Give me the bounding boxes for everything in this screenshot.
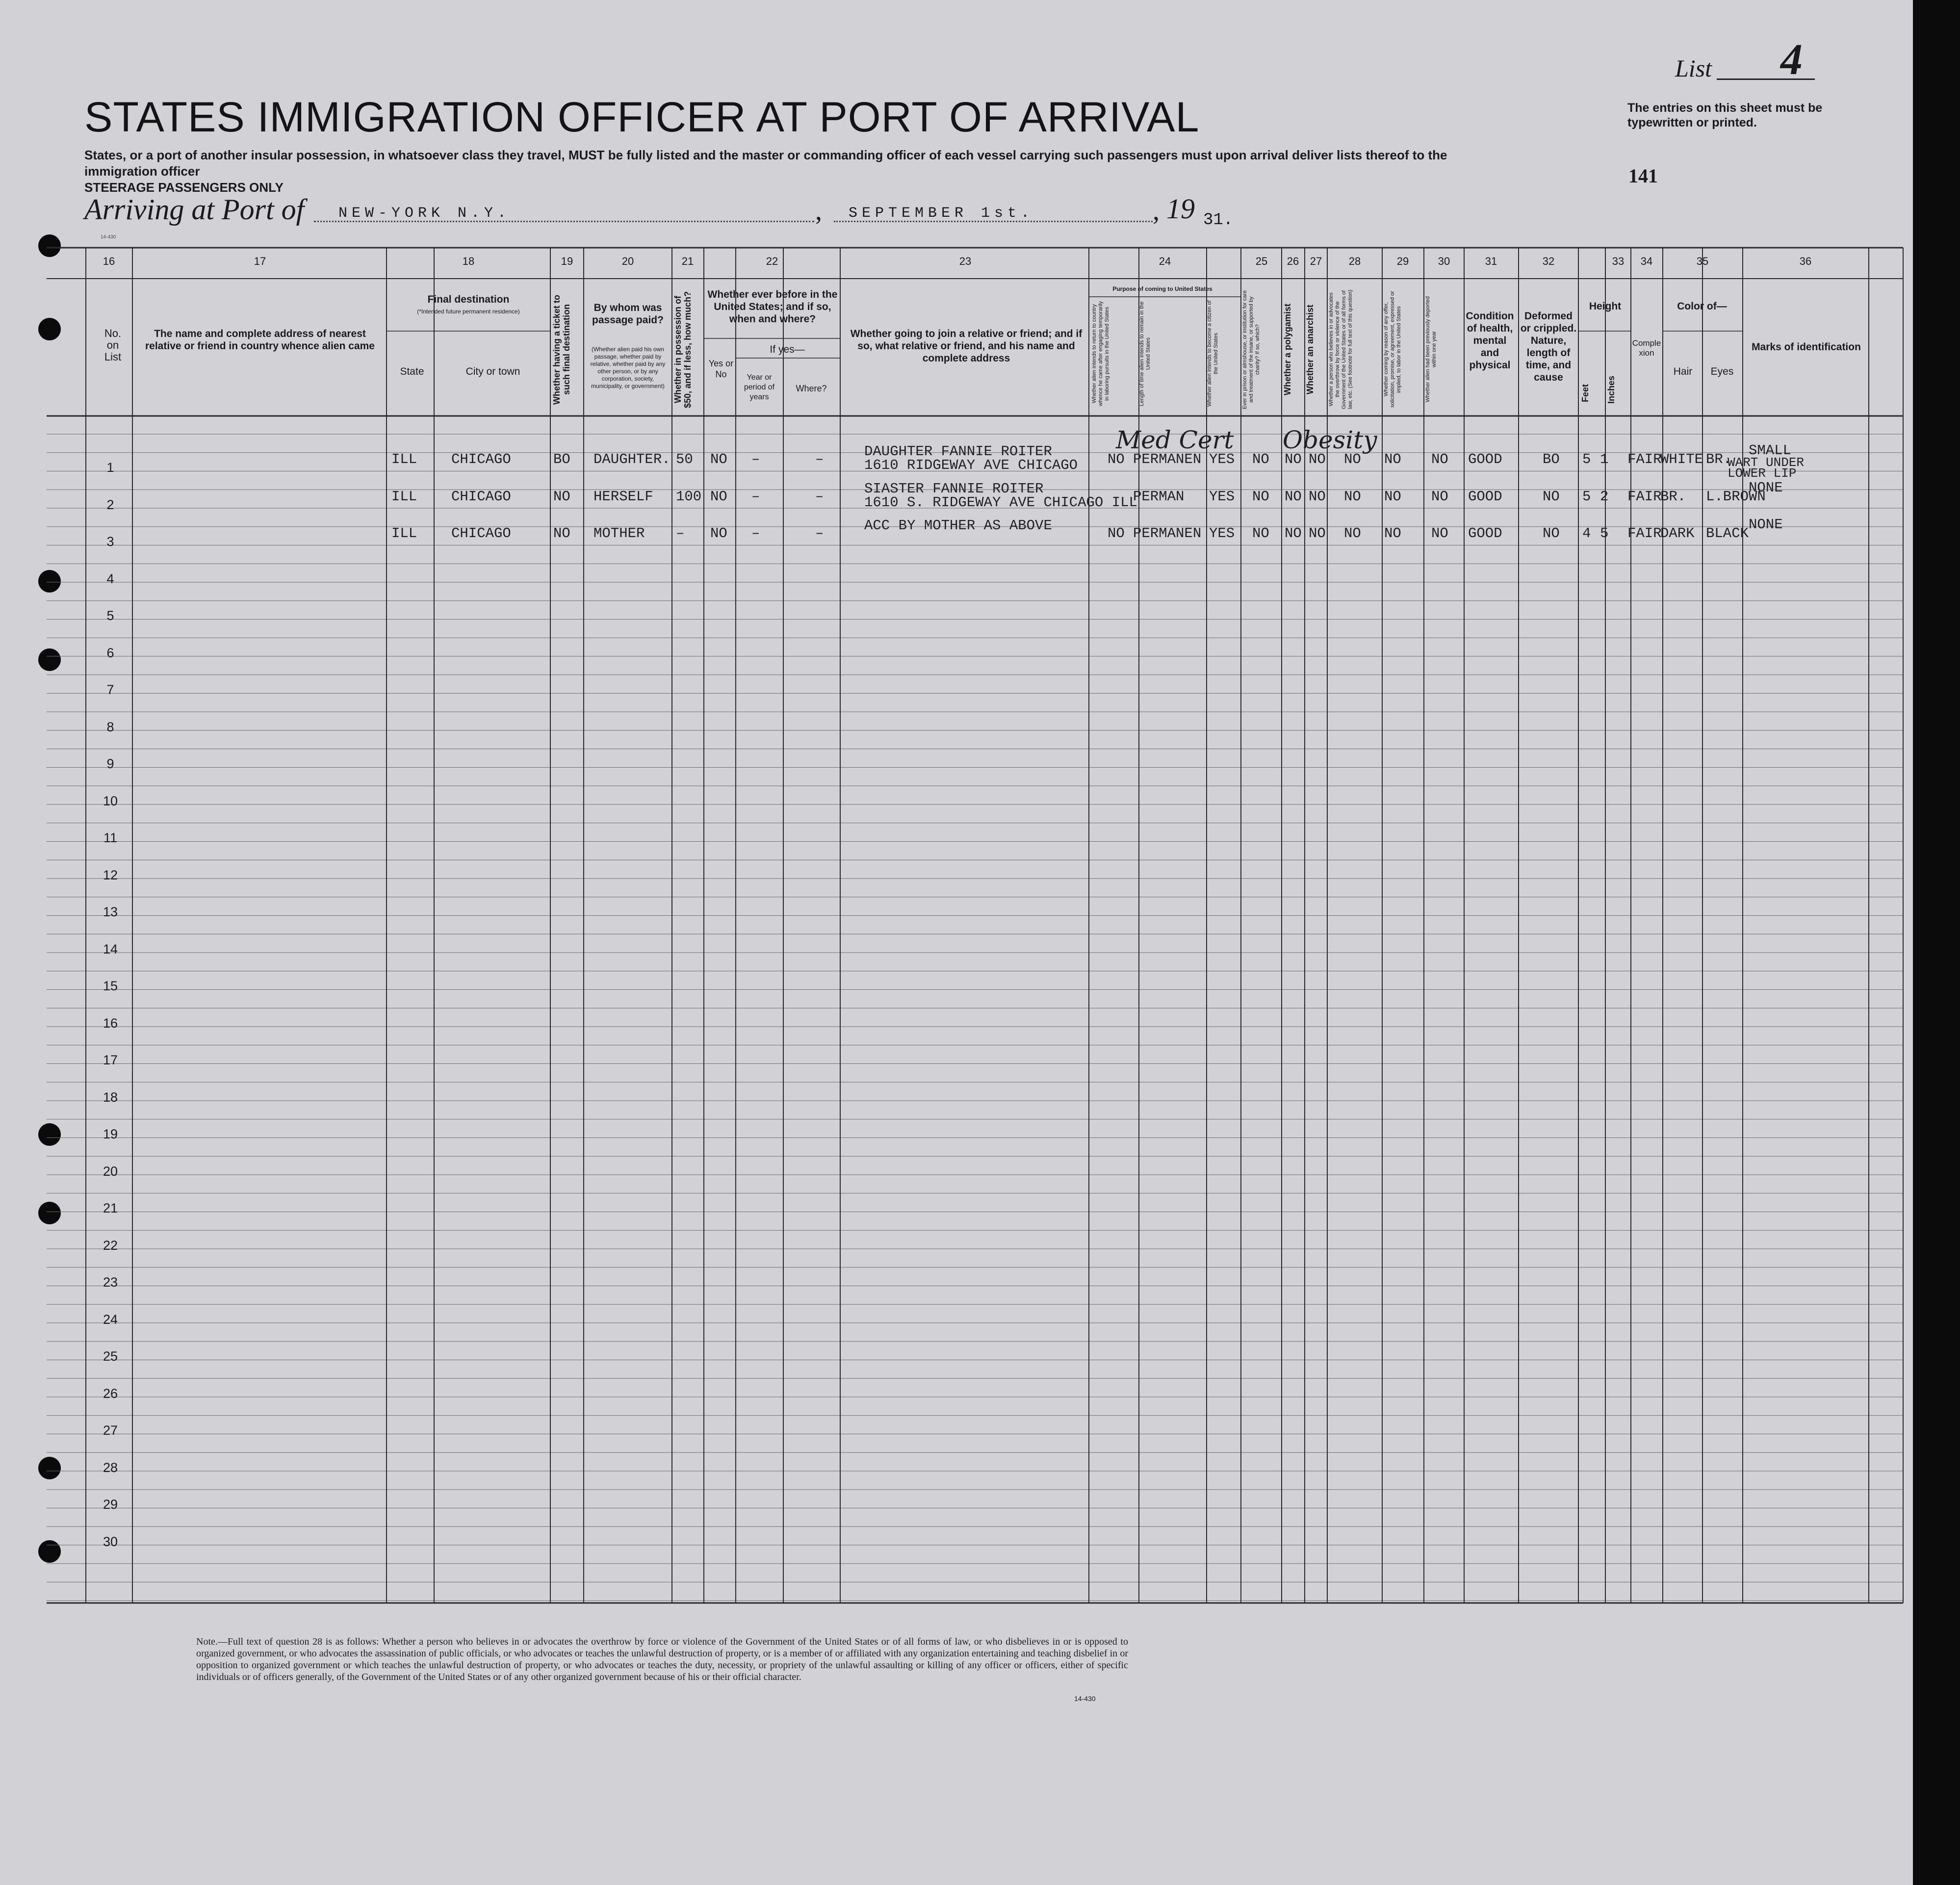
cell-deformed: NO	[1543, 488, 1560, 505]
annotation-obesity: Obesity	[1283, 426, 1377, 454]
row-number: 9	[106, 756, 114, 771]
cell-join-1: SIASTER FANNIE ROITER	[864, 480, 1044, 497]
column-number: 16	[103, 255, 115, 267]
cell-citizen: YES	[1209, 451, 1235, 467]
column-number: 32	[1542, 255, 1555, 267]
row-number: 11	[103, 830, 118, 845]
cell-c28: NO	[1344, 451, 1361, 467]
cell-c26: NO	[1285, 525, 1302, 542]
column-number: 19	[561, 255, 573, 267]
row-number: 5	[106, 608, 114, 623]
cell-health: GOOD	[1468, 488, 1502, 505]
header-col30: Whether alien had been previously deported within one year	[1425, 296, 1437, 403]
steerage-text: STEERAGE PASSENGERS ONLY	[84, 180, 284, 195]
cell-c29: NO	[1384, 451, 1401, 467]
form-tag: 14-430	[101, 234, 116, 240]
cell-yes-no: NO	[710, 488, 727, 505]
cell-hair: DARK	[1660, 525, 1695, 542]
cell-ticket: BO	[553, 451, 570, 467]
cell-return: NO	[1108, 525, 1125, 542]
header-hair: Hair	[1673, 366, 1693, 377]
row-number: 30	[103, 1534, 118, 1549]
date-value: SEPTEMBER 1st.	[849, 205, 1034, 222]
footnote: Note.—Full text of question 28 is as follows: Whether a person who believes in or advocates the overthrow by force or violence of the Government of the United States or of all forms of law, or who disbelieves in or is opposed to organized government, or who advocates the assassination of public officials, or who advocates or teaches the unlawful destruction of property, or is a member of or affiliated with any organization entertaining and teaching disbelief in or opposition to organized government or which teaches the unlawful destruction of property, or who advocates or teaches the duty, necessity, or propriety of the unlawful assaulting or killing of any officer or officers, either of specific individuals or of officers generally, of the Government of the United States or of any other organized government because of his or their official character.	[196, 1636, 1128, 1682]
header-by-whom-paid: By whom was passage paid?	[592, 302, 664, 326]
row-number: 29	[103, 1497, 118, 1512]
header-by-whom-paid-note: (Whether alien paid his own passage, whether paid by relative, whether paid by any other person, or by any corporation, society, municipality, or government)	[590, 346, 666, 389]
cell-c30: NO	[1431, 488, 1448, 505]
cell-city: CHICAGO	[451, 451, 511, 467]
cell-money: 100	[676, 488, 702, 505]
row-number: 27	[103, 1423, 118, 1438]
cell-paid: DAUGHTER.	[593, 451, 671, 467]
cell-ticket: NO	[553, 488, 570, 505]
row-number: 3	[106, 534, 114, 549]
cell-eyes: BLACK	[1706, 525, 1749, 542]
row-number: 10	[103, 793, 118, 808]
header-feet: Feet	[1580, 384, 1590, 402]
header-condition: Condition of health, mental and physical	[1466, 310, 1514, 371]
header-final-destination-note: (*Intended future permanent residence)	[417, 308, 520, 315]
column-number: 18	[462, 255, 475, 267]
cell-length: PERMANEN	[1133, 451, 1202, 467]
row-number: 16	[103, 1015, 118, 1031]
header-year-period: Year or period of years	[744, 373, 775, 401]
cell-length: PERMANEN	[1133, 525, 1202, 542]
column-number: 35	[1696, 255, 1709, 267]
cell-feet: 5	[1582, 451, 1591, 467]
column-number: 25	[1255, 255, 1268, 267]
row-number: 13	[103, 904, 118, 919]
cell-c27: NO	[1309, 525, 1326, 542]
cell-state: ILL	[391, 451, 417, 467]
cell-paid: HERSELF	[593, 488, 653, 505]
cell-hair: BR.	[1660, 488, 1686, 505]
column-number: 34	[1640, 255, 1653, 267]
cell-c25: NO	[1252, 525, 1269, 542]
cell-city: CHICAGO	[451, 525, 511, 542]
cell-year: –	[751, 488, 760, 505]
cell-inches: 1	[1600, 451, 1609, 467]
row-number: 6	[106, 645, 114, 660]
column-number: 24	[1159, 255, 1171, 267]
cell-c28: NO	[1344, 488, 1361, 505]
header-inches: Inches	[1606, 375, 1616, 404]
port-value: NEW-YORK N.Y.	[338, 205, 511, 222]
cell-c27: NO	[1309, 451, 1326, 467]
header-deformed: Deformed or crippled. Nature, length of time, and cause	[1520, 310, 1577, 383]
cell-money: 50	[676, 451, 693, 467]
comma: ,	[815, 196, 822, 226]
column-number: 31	[1485, 255, 1497, 267]
header-yes-no: Yes or No	[708, 359, 734, 379]
header-purpose-citizen: Whether alien intends to become a citizen of the United States	[1207, 300, 1219, 407]
cell-c28: NO	[1344, 525, 1361, 542]
header-height: Height	[1589, 301, 1622, 312]
column-number: 36	[1799, 255, 1812, 267]
header-anarchist: Whether an anarchist	[1305, 304, 1315, 395]
cell-eyes: BR.	[1706, 451, 1732, 467]
column-number: 30	[1438, 255, 1450, 267]
header-color-of: Color of—	[1677, 301, 1727, 312]
cell-c25: NO	[1252, 488, 1269, 505]
cell-marks-2: WART UNDER	[1728, 455, 1805, 470]
cell-money: –	[676, 525, 685, 542]
header-col25: Ever in prison or almshouse, or institution for care and treatment of the insane, or supported by charity? If so, which?	[1242, 290, 1261, 409]
cell-where: –	[815, 451, 824, 467]
row-number: 2	[106, 497, 114, 512]
entries-note: The entries on this sheet must be typewritten or printed.	[1627, 101, 1823, 129]
cell-c29: NO	[1384, 488, 1401, 505]
column-number: 23	[959, 255, 972, 267]
comma: ,	[1153, 196, 1160, 226]
cell-marks-3: LOWER LIP	[1728, 466, 1797, 481]
row-number: 15	[103, 979, 118, 993]
column-number: 26	[1287, 255, 1299, 267]
page-title: STATES IMMIGRATION OFFICER AT PORT OF ARRIVAL	[84, 94, 1200, 141]
row-number: 25	[103, 1349, 118, 1364]
cell-c27: NO	[1309, 488, 1326, 505]
row-number: 20	[103, 1163, 118, 1179]
cell-join-1: ACC BY MOTHER AS ABOVE	[864, 517, 1052, 534]
row-number: 21	[103, 1201, 118, 1215]
row-number: 8	[106, 719, 114, 734]
cell-length: PERMAN	[1133, 488, 1185, 505]
header-eyes: Eyes	[1710, 366, 1734, 377]
header-marks: Marks of identification	[1752, 341, 1861, 353]
cell-c26: NO	[1285, 451, 1302, 467]
cell-join-2: 1610 RIDGEWAY AVE CHICAGO	[864, 457, 1078, 473]
row-number: 4	[106, 571, 114, 586]
arriving-label: Arriving at Port of	[84, 193, 305, 226]
column-number: 28	[1348, 255, 1361, 267]
header-purpose-return: Whether alien intends to return to country whence he came after engaging temporarily in laboring pursuits in the United States	[1091, 301, 1110, 407]
year-prefix: 19	[1166, 193, 1195, 225]
row-number: 18	[103, 1089, 118, 1105]
header-purpose-length: Length of time alien intends to remain in the United States	[1139, 301, 1151, 406]
cell-citizen: YES	[1209, 525, 1235, 542]
header-col29: Whether coming by reason of any offer, solicitation, promise, or agreement, expressed or implied, to labor in the United States	[1383, 291, 1402, 408]
header-ever-before: Whether ever before in the United States; and if so, when and where?	[707, 289, 838, 325]
cell-feet: 5	[1582, 488, 1591, 505]
cell-complexion: FAIR	[1627, 525, 1662, 542]
row-number: 12	[103, 867, 118, 882]
cell-c26: NO	[1285, 488, 1302, 505]
header-purpose: Purpose of coming to United States	[1112, 285, 1212, 292]
cell-eyes: L.BROWN	[1706, 488, 1766, 505]
cell-yes-no: NO	[710, 451, 727, 467]
cell-paid: MOTHER	[593, 525, 645, 542]
cell-inches: 5	[1600, 525, 1609, 542]
cell-join-2: 1610 S. RIDGEWAY AVE CHICAGO ILL	[864, 494, 1137, 511]
column-number: 29	[1396, 255, 1409, 267]
row-number: 22	[103, 1238, 118, 1253]
header-if-yes: If yes—	[770, 344, 805, 355]
cell-marks-1: NONE	[1749, 479, 1783, 496]
header-joining: Whether going to join a relative or friend; and if so, what relative or friend, and his name and complete address	[850, 328, 1083, 364]
subtitle-text: States, or a port of another insular possession, in whatsoever class they travel, MUST be fully listed and the master or commanding officer of each vessel carrying such passengers must upon arrival deliver lists thereof to the immigration officer	[84, 148, 1447, 179]
cell-return: NO	[1108, 451, 1125, 467]
header-relative: The name and complete address of nearest relative or friend in country whence alien came	[145, 328, 375, 352]
cell-inches: 2	[1600, 488, 1609, 505]
row-number: 17	[103, 1053, 118, 1067]
cell-deformed: BO	[1543, 451, 1560, 467]
header-complexion: Complexion	[1632, 338, 1661, 358]
cell-yes-no: NO	[710, 525, 727, 542]
cell-deformed: NO	[1543, 525, 1560, 542]
header-no-on-list: No. on List	[104, 327, 122, 363]
cell-marks-1: SMALL	[1749, 442, 1792, 459]
column-number: 27	[1310, 255, 1322, 267]
cell-city: CHICAGO	[451, 488, 511, 505]
column-number: 33	[1612, 255, 1625, 267]
annotation-med-cert: Med Cert	[1116, 426, 1234, 454]
cell-health: GOOD	[1468, 451, 1502, 467]
row-number: 24	[103, 1312, 118, 1327]
header-polygamist: Whether a polygamist	[1283, 303, 1292, 396]
row-number: 1	[106, 460, 114, 475]
cell-c30: NO	[1431, 525, 1448, 542]
row-number: 14	[103, 941, 118, 956]
column-number: 22	[766, 255, 778, 267]
header-ticket: Whether having a ticket to such final destination	[552, 294, 571, 405]
year-suffix: 31.	[1203, 211, 1234, 230]
header-fifty: Whether in possession of $50, and if less, how much?	[673, 291, 693, 408]
footnote-form-tag: 14-430	[1074, 1695, 1096, 1703]
column-number: 21	[681, 255, 694, 267]
cell-health: GOOD	[1468, 525, 1502, 542]
cell-year: –	[751, 525, 760, 542]
cell-where: –	[815, 488, 824, 505]
cell-complexion: FAIR	[1627, 488, 1662, 505]
row-number: 19	[103, 1127, 118, 1141]
cell-complexion: FAIR	[1627, 451, 1662, 467]
column-number: 20	[621, 255, 634, 267]
header-col28: Whether a person who believes in or advocates the overthrow by force or violence of the Government of the United States or of all forms of law, etc. (See footnote for full text of this question)	[1328, 289, 1353, 410]
row-number: 26	[103, 1386, 118, 1401]
cell-c30: NO	[1431, 451, 1448, 467]
cell-c29: NO	[1384, 525, 1401, 542]
cell-marks-1: NONE	[1749, 516, 1783, 533]
header-final-destination: Final destination	[427, 294, 510, 305]
row-number: 23	[103, 1275, 118, 1290]
row-number: 28	[103, 1460, 118, 1475]
list-label: List	[1675, 54, 1712, 82]
cell-ticket: NO	[553, 525, 570, 542]
cell-state: ILL	[391, 525, 417, 542]
header-where: Where?	[796, 384, 827, 393]
cell-c25: NO	[1252, 451, 1269, 467]
sheet-number: 141	[1628, 165, 1658, 187]
cell-state: ILL	[391, 488, 417, 505]
cell-feet: 4	[1582, 525, 1591, 542]
row-number: 7	[106, 682, 114, 697]
cell-join-1: DAUGHTER FANNIE ROITER	[864, 443, 1052, 460]
column-number: 17	[254, 255, 266, 267]
cell-citizen: YES	[1209, 488, 1235, 505]
cell-where: –	[815, 525, 824, 542]
cell-year: –	[751, 451, 760, 467]
header-city: City or town	[465, 366, 520, 377]
list-number: 4	[1780, 35, 1803, 84]
cell-hair: WHITE	[1660, 451, 1703, 467]
header-state: State	[400, 366, 424, 377]
